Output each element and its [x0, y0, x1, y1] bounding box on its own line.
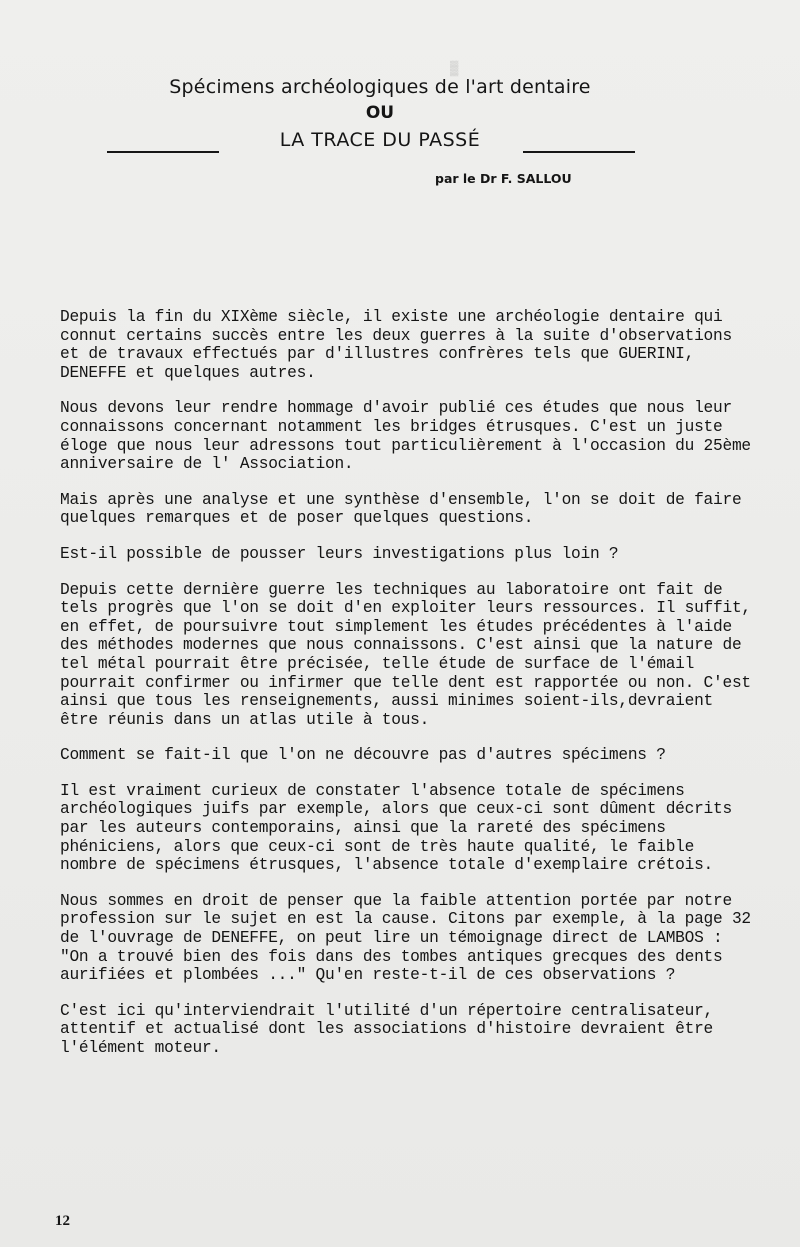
show-through-texture: ▓: [450, 61, 459, 77]
title-rule-left: [107, 151, 219, 153]
page-number: 12: [55, 1213, 70, 1229]
paragraph: C'est ici qu'interviendrait l'utilité d'un répertoire centralisateur, attentif et actualisé dont les associations d'histoire devraient être l'élément moteur.: [60, 1001, 714, 1057]
paragraph: Depuis cette dernière guerre les techniques au laboratoire ont fait de tels progrès que l'on se doit d'en exploiter leurs ressources. Il suffit, en effet, de poursuivre tout simplement les études précédentes à l'aide des méthodes modernes que nous connaissons. C'est ainsi que la nature de tel métal pourrait être précisée, telle étude de surface de l'émail pourrait confirmer ou infirmer que telle dent est rapportée ou non. C'est ainsi que tous les renseignements, aussi minimes soient-ils,devraient être réunis dans un atlas utile à tous.: [60, 580, 751, 729]
author-byline: par le Dr F. SALLOU: [435, 171, 572, 186]
paragraph: Mais après une analyse et une synthèse d'ensemble, l'on se doit de faire quelques remarques et de poser quelques questions.: [60, 490, 742, 528]
article-title: Spécimens archéologiques de l'art dentaire: [169, 76, 591, 98]
paragraph: Il est vraiment curieux de constater l'absence totale de spécimens archéologiques juifs par exemple, alors que ceux-ci sont dûment décrits par les auteurs contemporains, ainsi que la rareté des spécimens phéniciens, alors que ceux-ci sont de très haute qualité, le faible nombre de spécimens étrusques, l'absence totale d'exemplaire crétois.: [60, 781, 732, 875]
title-rule-right: [523, 151, 635, 153]
title-conjunction: OU: [365, 103, 395, 123]
paragraph: Nous sommes en droit de penser que la faible attention portée par notre profession sur le sujet en est la cause. Citons par exemple, à la page 32 de l'ouvrage de DENEFFE, on peut lire un témoignage direct de LAMBOS : "On a trouvé bien des fois dans des tombes antiques grecques des dents aurifiées et plombées ..." Qu'en reste-t-il de ces observations ?: [60, 891, 751, 985]
paragraph: Nous devons leur rendre hommage d'avoir publié ces études que nous leur connaissons concernant notamment les bridges étrusques. C'est un juste éloge que nous leur adressons tout particulièrement à l'occasion du 25ème anniversaire de l' Association.: [60, 399, 751, 474]
paragraph: Est-il possible de pousser leurs investigations plus loin ?: [60, 544, 619, 563]
paragraph: Depuis la fin du XIXème siècle, il existe une archéologie dentaire qui connut certains succès entre les deux guerres à la suite d'observations et de travaux effectués par d'illustres confrères tels que GUERINI, DENEFFE et quelques autres.: [60, 308, 732, 382]
paragraph: Comment se fait-il que l'on ne découvre pas d'autres spécimens ?: [60, 746, 666, 765]
article-body: [60, 308, 760, 1075]
article-subtitle: LA TRACE DU PASSÉ: [279, 129, 481, 151]
